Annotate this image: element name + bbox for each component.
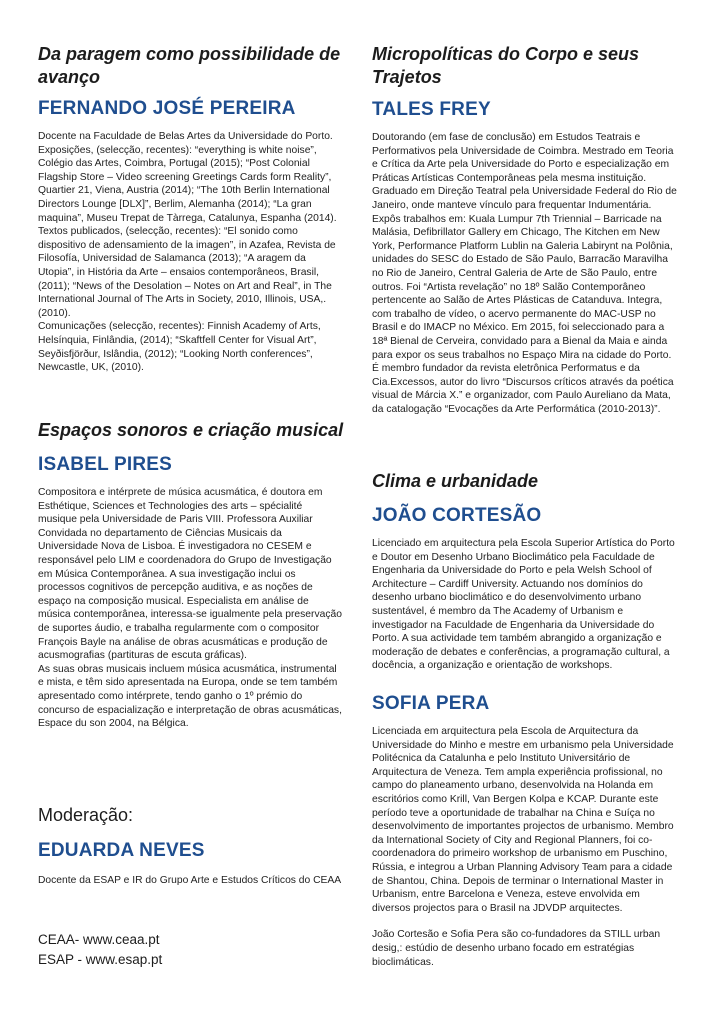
footer-link-ceaa[interactable]: CEAA- www.ceaa.pt [38, 932, 160, 947]
speaker-bio [372, 725, 678, 969]
session-sofia [372, 693, 678, 969]
bio-paragraph: Doutorando (em fase de conclusão) em Estudos Teatrais e Performativos pela Universidade de Coimbra. Mestrado em Teoria e Crítica da Arte pela Universidade do Porto e especialização em Práticas Artísticas Contemporâneas pela mesma instituição. Graduado em Direção Teatral pela Universidade Federal do Rio de Janeiro, onde manteve vínculo para frequentar Indumentária. Expôs trabalhos em: Kuala Lumpur 7th Triennial – Barricade na Malásia, Defibrillator Gallery em Chicago, The Kitchen em New York, Performance Platform Lublin na Galeria Labirynt na Polônia, unidades do SESC do Estado de São Paulo, Barracão Maravilha no Rio de Janeiro, Central Galeria de Arte de São Paulo, entre outros. Foi “Artista revelação” no 18º Salão Contemporâneo pertencente ao Salão de Artes Plásticas de Catanduva. Integra, com trabalho de vídeo, o acervo permanente do MAC-USP no Brasil e do IMACP no México. Em 2015, foi seleccionado para a 18ª Bienal de Cerveira, convidado para a Bienal da Maia e ainda para expor os seus trabalhos no Espaço Mira na cidade do Porto. É membro fundador da revista eletrônica Performatus e da Cia.Excessos, autor do livro “Discursos críticos através da poética visual de Márcia X.” e organizador, com Paulo Aureliano da Mata, da catalogação “Evocações da Arte Performática (2010-2013)”. [372, 132, 677, 415]
session-title: Espaços sonoros e criação musical [38, 420, 344, 440]
bio-paragraph: Licenciada em arquitectura pela Escola de Arquitectura da Universidade do Minho e mestre em urbanismo pela Universidade Politécnica da Catalunha e pelo Instituto Universitário de Arquitectura de Veneza. Tem ampla experiência profissional, no campo do planeamento urbano, desenvolvida na Holanda em escritórios como Krill, Van Bergen Kolpa e KCAP. Durante este período teve a oportunidade de trabalhar na China e Suíça no desenvolvimento de importantes projectos de urbanismo. Membro da International Society of City and Regional Planners, foi co-coordenadora do primeiro workshop de urbanismo em Puschino, Rússia, e integrou a Urban Planning Advisory Team para a cidade de Shantou, China. Depois de terminar o International Master in Urbanism, entre Barcelona e Veneza, esteve envolvida em diversos projectos para o Brasil na JDVDP arquitectes. [372, 726, 674, 914]
session-tales [372, 43, 678, 416]
bio-paragraph: Compositora e intérprete de música acusmática, é doutora em Esthétique, Sciences et Technologies des arts – spécialité musique pela Universidade de Paris VIII. Professora Auxiliar Convidada no departamento de Ciências Musicais da Universidade Nova de Lisboa. É investigadora no CESEM e responsável pelo LIM e coordenadora do Grupo de Investigação em Música Contemporânea. A sua investigação inclui os processos cognitivos de percepção auditiva, e as noções de espaço na composição musical. Especialista em análise de música contemporânea, interessa-se igualmente pela preservação de suportes áudio, e trabalha regularmente com o compositor François Bayle na análise de obras acusmáticas e produção de acusmografias (partituras de escuta gráficas). [38, 487, 342, 662]
speaker-name: FERNANDO JOSÉ PEREIRA [38, 98, 296, 119]
bio-paragraph: João Cortesão e Sofia Pera são co-fundadores da STILL urban desig,: estúdio de desenho urbano focado em estratégias bioclimáticas. [372, 929, 661, 968]
session-title: Da paragem como possibilidade de avanço [38, 44, 341, 87]
session-fernando [38, 43, 344, 375]
session-isabel [38, 419, 344, 731]
footer-links [38, 930, 344, 970]
speaker-name: TALES FREY [372, 99, 491, 120]
moderation-label: Moderação: [38, 805, 134, 825]
moderation [38, 804, 344, 888]
bio-paragraph: Docente na Faculdade de Belas Artes da Universidade do Porto. Exposições, (selecção, recentes): “everything is white noise”, Colégio das Artes, Coimbra, Portugal (2015); “Post Colonial Flagship Store – Video screening Greetings Cards form Reality”, Quartier 21, Viena, Austria (2014); “The 10th Berlin International Directors Lounge [DLX]”, Berlim, Alemanha (2014); “La gran maquina”, Museu Trepat de Tàrrega, Catalunya, Espanha (2014). [38, 131, 337, 224]
bio-paragraph: Licenciado em arquitectura pela Escola Superior Artística do Porto e Doutor em Desenho Urbano Bioclimático pela Faculdade de Engenharia da Universidade do Porto e pela Welsh School of Architecture – Cardiff University. Actuando nos domínios do desenho urbano bioclimático e do desenvolvimento urbano sustentável, é membro da The Academy of Urbanism e investigador na Faculdade de Engenharia da Universidade do Porto. A sua actividade tem também abrangido a organização e moderação de debates e conferências, a programação cultural, a docência, a organização e orientação de workshops. [372, 538, 675, 672]
speaker-bio [372, 537, 678, 673]
speaker-name: ISABEL PIRES [38, 454, 173, 475]
speaker-name: JOÃO CORTESÃO [372, 505, 542, 526]
speaker-bio [38, 486, 344, 731]
speaker-bio [372, 131, 678, 416]
bio-paragraph: Textos publicados, (selecção, recentes): “El sonido como dispositivo de adensamiento de la imagen”, in Azafea, Revista de Filosofía, Universidad de Salamanca (2013); “A aragem da Utopia”, in História da Arte – ensaios contemporâneos, Brasil, (2011); “News of the Desolation – Notes on Art and Real”, in The International Journal of The Arts in Society, 2010, Illinois, USA,. (2010). [38, 226, 336, 319]
session-title: Micropolíticas do Corpo e seus Trajetos [372, 44, 640, 87]
session-title: Clima e urbanidade [372, 471, 539, 491]
bio-paragraph: Docente da ESAP e IR do Grupo Arte e Estudos Críticos do CEAA [38, 875, 342, 886]
session-joao [372, 470, 678, 673]
footer-link-esap[interactable]: ESAP - www.esap.pt [38, 952, 163, 967]
speaker-name: EDUARDA NEVES [38, 840, 205, 861]
speaker-bio [38, 874, 344, 888]
speaker-bio [38, 130, 344, 375]
bio-paragraph: As suas obras musicais incluem música acusmática, instrumental e mista, e têm sido apresentada na Europa, onde se tem também apresentado como intérprete, tendo ganho o 1º prémio do concurso de espacialização e interpretação de obras acusmáticas, Espace du son 2004, na Bélgica. [38, 663, 342, 730]
speaker-name: SOFIA PERA [372, 693, 490, 714]
bio-paragraph: Comunicações (selecção, recentes): Finnish Academy of Arts, Helsínquia, Finlândia, (2014); “Skaftfell Center for Visual Art”, Seyðisfjörður, Islândia, (2012); “Looking North conferences”, Newcastle, UK, (2010). [38, 321, 321, 374]
